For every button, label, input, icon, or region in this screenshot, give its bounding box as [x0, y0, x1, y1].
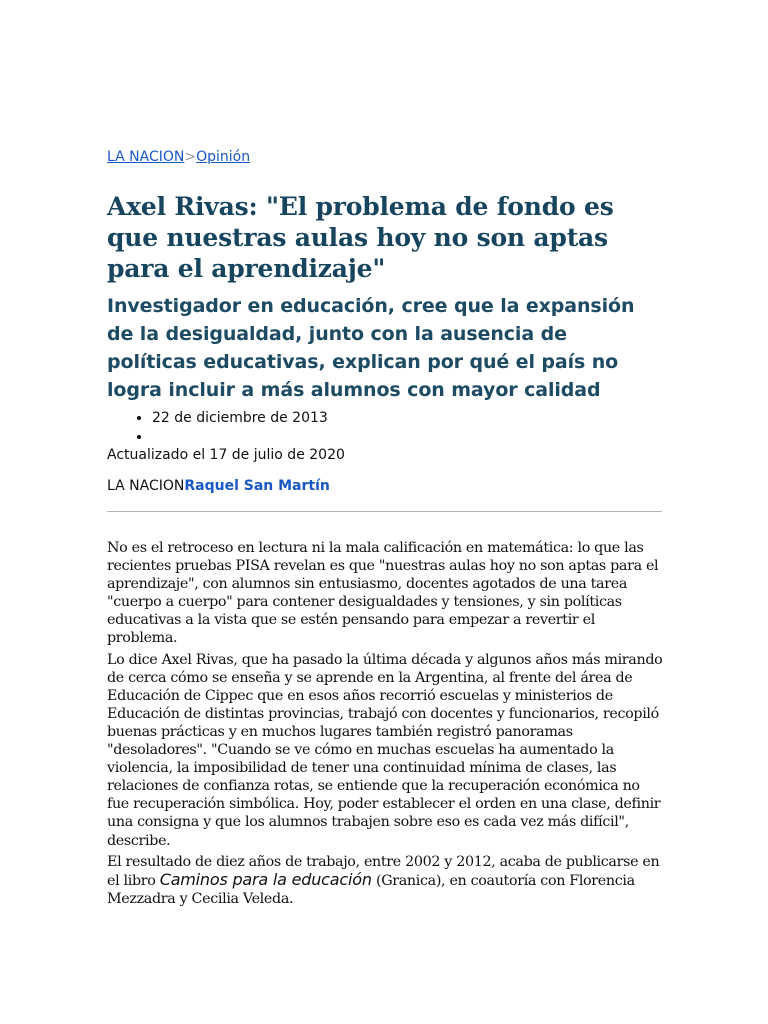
- body-paragraph-3: [107, 853, 663, 908]
- article-meta-list: [107, 409, 328, 447]
- article-body: [107, 539, 663, 911]
- byline-source: LA NACION: [107, 478, 185, 494]
- body-paragraph-2: Lo dice Axel Rivas, que ha pasado la última década y algunos años más mirando de cerca cómo se enseña y se aprende en la Argentina, al frente del área de Educación de Cippec que en esos años recorrió escuelas y ministerios de Educación de distintas provincias, trabajó con docentes y funcionarios, recopiló buenas prácticas y en muchos lugares también registró panoramas "desoladores". "Cuando se ve cómo en muchas escuelas ha aumentado la violencia, la imposibilidad de tener una continuidad mínima de clases, las relaciones de confianza rotas, se entiende que la recuperación económica no fue recuperación simbólica. Hoy, poder establecer el orden en una clase, definir una consigna y que los alumnos trabajen sobre eso es cada vez más difícil", describe.: [107, 651, 663, 849]
- article-subtitle: Investigador en educación, cree que la expansión de la desigualdad, junto con la ausencia de políticas educativas, explican por qué el país no logra incluir a más alumnos con mayor calidad: [107, 295, 635, 401]
- meta-empty-item: [152, 428, 328, 447]
- byline: [107, 477, 330, 495]
- closing-text-after: (Granica), en coautoría con Florencia Mezzadra y Cecilia Veleda.: [107, 872, 635, 907]
- breadcrumb-separator: >: [184, 149, 197, 165]
- author-link[interactable]: Raquel San Martín: [184, 478, 330, 494]
- breadcrumb-home-link[interactable]: LA NACION: [107, 149, 185, 165]
- publish-date: • 22 de diciembre de 2013: [152, 409, 328, 428]
- book-title: Caminos para la educación: [159, 869, 372, 889]
- divider: [107, 511, 662, 512]
- breadcrumb-section-link[interactable]: Opinión: [196, 149, 251, 165]
- closing-text-before: El resultado de diez años de trabajo, entre 2002 y 2012, acaba de publicarse en el libro: [107, 853, 660, 889]
- body-paragraph-1: No es el retroceso en lectura ni la mala calificación en matemática: lo que las recientes pruebas PISA revelan es que "nuestras aulas hoy no son aptas para el aprendizaje", con alumnos sin entusiasmo, docentes agotados de una tarea "cuerpo a cuerpo" para contener desigualdades y tensiones, y sin políticas educativas a la vista que se estén pensando para empezar a revertir el problema.: [107, 540, 659, 647]
- breadcrumb: [107, 148, 250, 166]
- updated-date: Actualizado el 17 de julio de 2020: [107, 447, 345, 463]
- article-title: Axel Rivas: "El problema de fondo es que nuestras aulas hoy no son aptas para el aprendizaje": [107, 192, 614, 283]
